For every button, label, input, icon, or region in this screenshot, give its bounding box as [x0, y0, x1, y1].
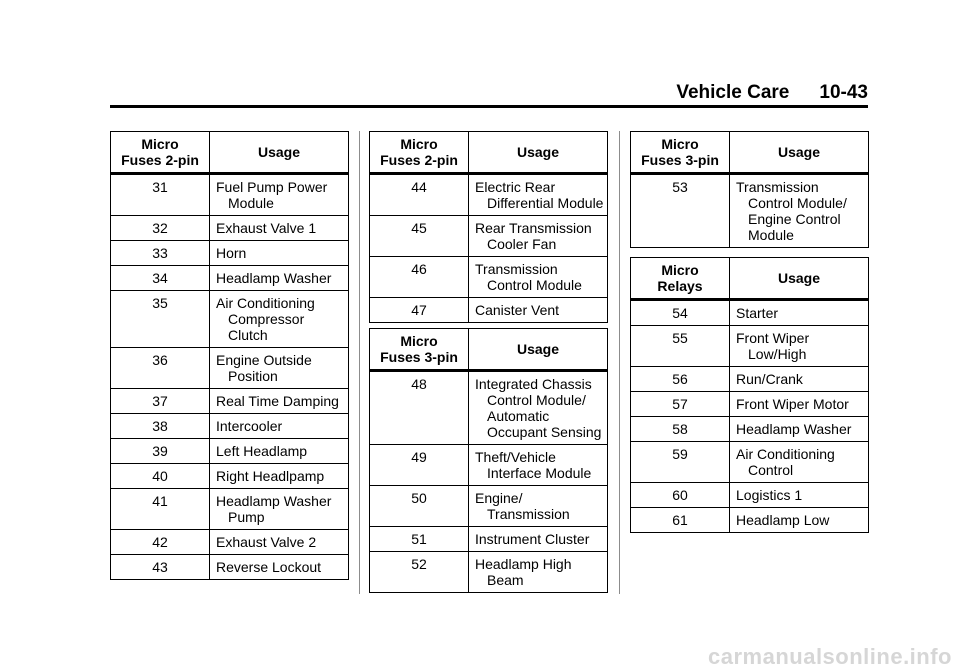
- fuse-usage: Headlamp High Beam: [469, 552, 608, 593]
- fuse-number: 56: [631, 367, 730, 392]
- table-row: [111, 266, 349, 291]
- fuse-table: [369, 131, 608, 323]
- fuse-number: 61: [631, 508, 730, 533]
- column-header-id: Micro Relays: [631, 258, 730, 300]
- fuse-table: [110, 131, 349, 580]
- fuse-usage: Headlamp Low: [730, 508, 869, 533]
- column-header-usage: Usage: [210, 132, 349, 174]
- header-rule: [110, 105, 868, 108]
- fuse-usage: Exhaust Valve 2: [210, 530, 349, 555]
- fuse-usage: Air Conditioning Compressor Clutch: [210, 291, 349, 348]
- relay-table: [630, 257, 869, 533]
- table-row: [111, 216, 349, 241]
- table-row: [111, 348, 349, 389]
- table-row: [370, 486, 608, 527]
- fuse-usage: Real Time Damping: [210, 389, 349, 414]
- fuse-number: 33: [111, 241, 210, 266]
- fuse-number: 54: [631, 300, 730, 326]
- fuse-usage: Fuel Pump Power Module: [210, 174, 349, 216]
- page-header: [676, 82, 868, 104]
- fuse-number: 59: [631, 442, 730, 483]
- column-divider: [359, 131, 360, 594]
- column-header-usage: Usage: [730, 132, 869, 174]
- table-header-row: [631, 132, 869, 174]
- table-header-row: [370, 132, 608, 174]
- fuse-number: 45: [370, 216, 469, 257]
- table-row: [631, 508, 869, 533]
- column-header-id: Micro Fuses 2-pin: [111, 132, 210, 174]
- table-header-row: [370, 329, 608, 371]
- fuse-usage: Air Conditioning Control: [730, 442, 869, 483]
- fuse-number: 46: [370, 257, 469, 298]
- table-row: [111, 555, 349, 580]
- fuse-number: 48: [370, 371, 469, 445]
- table-row: [111, 414, 349, 439]
- table-row: [370, 298, 608, 323]
- section-title: Vehicle Care: [676, 82, 790, 103]
- column-header-usage: Usage: [469, 132, 608, 174]
- fuse-number: 44: [370, 174, 469, 216]
- table-row: [111, 530, 349, 555]
- table-row: [370, 445, 608, 486]
- table-row: [631, 367, 869, 392]
- fuse-number: 43: [111, 555, 210, 580]
- column-header-id: Micro Fuses 3-pin: [370, 329, 469, 371]
- column-header-usage: Usage: [469, 329, 608, 371]
- fuse-number: 47: [370, 298, 469, 323]
- fuse-usage: Canister Vent: [469, 298, 608, 323]
- fuse-usage: Transmission Control Module/ Engine Control Module: [730, 174, 869, 248]
- watermark: carmanualsonline.info: [708, 644, 952, 669]
- table-row: [631, 300, 869, 326]
- table-row: [631, 442, 869, 483]
- fuse-usage: Instrument Cluster: [469, 527, 608, 552]
- table-row: [111, 439, 349, 464]
- table-header-row: [631, 258, 869, 300]
- fuse-number: 36: [111, 348, 210, 389]
- fuse-usage: Right Headlpamp: [210, 464, 349, 489]
- fuse-usage: Theft/Vehicle Interface Module: [469, 445, 608, 486]
- fuse-table: [369, 328, 608, 593]
- table-row: [631, 392, 869, 417]
- column-header-usage: Usage: [730, 258, 869, 300]
- fuse-number: 52: [370, 552, 469, 593]
- fuse-usage: Rear Transmission Cooler Fan: [469, 216, 608, 257]
- table-row: [631, 417, 869, 442]
- table-row: [370, 527, 608, 552]
- fuse-usage: Headlamp Washer: [210, 266, 349, 291]
- table-row: [111, 389, 349, 414]
- fuse-usage: Headlamp Washer: [730, 417, 869, 442]
- table-row: [370, 552, 608, 593]
- fuse-number: 51: [370, 527, 469, 552]
- fuse-number: 32: [111, 216, 210, 241]
- fuse-number: 37: [111, 389, 210, 414]
- column-header-id: Micro Fuses 2-pin: [370, 132, 469, 174]
- table-row: [631, 174, 869, 248]
- fuse-usage: Logistics 1: [730, 483, 869, 508]
- fuse-number: 49: [370, 445, 469, 486]
- fuse-number: 38: [111, 414, 210, 439]
- fuse-number: 34: [111, 266, 210, 291]
- table-row: [631, 326, 869, 367]
- fuse-number: 50: [370, 486, 469, 527]
- fuse-usage: Transmission Control Module: [469, 257, 608, 298]
- fuse-usage: Electric Rear Differential Module: [469, 174, 608, 216]
- fuse-number: 41: [111, 489, 210, 530]
- fuse-usage: Integrated Chassis Control Module/ Automatic Occupant Sensing: [469, 371, 608, 445]
- table-row: [111, 489, 349, 530]
- fuse-number: 60: [631, 483, 730, 508]
- fuse-number: 39: [111, 439, 210, 464]
- fuse-usage: Left Headlamp: [210, 439, 349, 464]
- fuse-usage: Reverse Lockout: [210, 555, 349, 580]
- column-divider: [619, 131, 620, 594]
- table-row: [370, 371, 608, 445]
- table-row: [111, 174, 349, 216]
- fuse-usage: Intercooler: [210, 414, 349, 439]
- column-header-id: Micro Fuses 3-pin: [631, 132, 730, 174]
- fuse-usage: Starter: [730, 300, 869, 326]
- fuse-number: 55: [631, 326, 730, 367]
- fuse-number: 53: [631, 174, 730, 248]
- fuse-table: [630, 131, 869, 248]
- table-row: [111, 291, 349, 348]
- table-row: [631, 483, 869, 508]
- fuse-number: 31: [111, 174, 210, 216]
- fuse-usage: Run/Crank: [730, 367, 869, 392]
- fuse-number: 58: [631, 417, 730, 442]
- fuse-number: 42: [111, 530, 210, 555]
- table-row: [370, 174, 608, 216]
- fuse-usage: Exhaust Valve 1: [210, 216, 349, 241]
- fuse-usage: Front Wiper Motor: [730, 392, 869, 417]
- fuse-usage: Engine/ Transmission: [469, 486, 608, 527]
- table-row: [370, 216, 608, 257]
- page-number: 10-43: [819, 82, 868, 103]
- fuse-number: 40: [111, 464, 210, 489]
- fuse-number: 57: [631, 392, 730, 417]
- table-row: [111, 464, 349, 489]
- table-row: [111, 241, 349, 266]
- fuse-number: 35: [111, 291, 210, 348]
- table-header-row: [111, 132, 349, 174]
- fuse-usage: Front Wiper Low/High: [730, 326, 869, 367]
- fuse-usage: Engine Outside Position: [210, 348, 349, 389]
- table-row: [370, 257, 608, 298]
- fuse-usage: Horn: [210, 241, 349, 266]
- fuse-usage: Headlamp Washer Pump: [210, 489, 349, 530]
